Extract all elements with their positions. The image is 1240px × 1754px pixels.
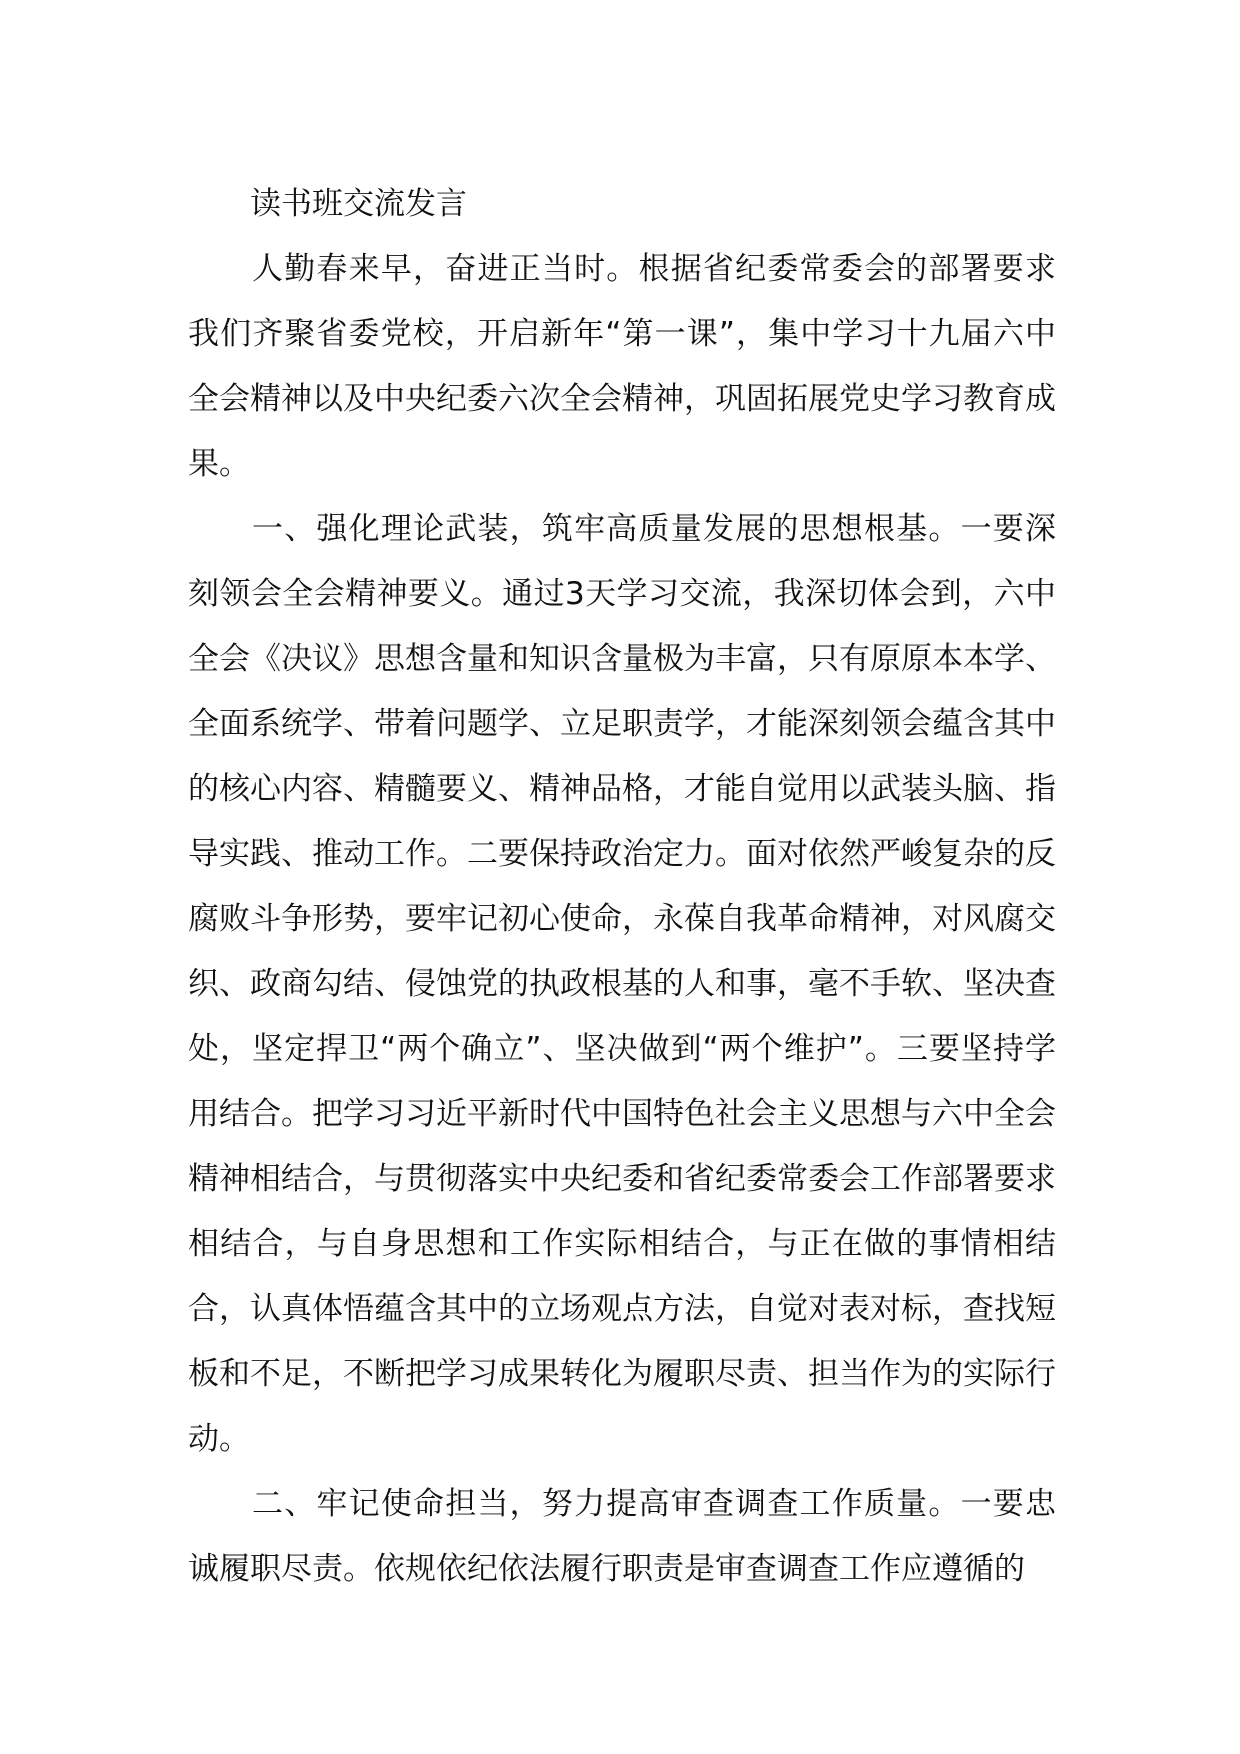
paragraph-intro: 人勤春来早，奋进正当时。根据省纪委常委会的部署要求我们齐聚省委党校，开启新年“第一课”，集中学习十九届六中全会精神以及中央纪委六次全会精神，巩固拓展党史学习教育成果。 — [188, 251, 1056, 482]
paragraph-section-one: 一、强化理论武装，筑牢高质量发展的思想根基。一要深刻领会全会精神要义。通过3天学习交流，我深切体会到，六中全会《决议》思想含量和知识含量极为丰富，只有原原本本学、全面系统学、带着问题学、立足职责学，才能深刻领会蕴含其中的核心内容、精髓要义、精神品格，才能自觉用以武装头脑、指导实践、推动工作。二要保持政治定力。面对依然严峻复杂的反腐败斗争形势，要牢记初心使命，永葆自我革命精神，对风腐交织、政商勾结、侵蚀党的执政根基的人和事，毫不手软、坚决查处，坚定捍卫“两个确立”、坚决做到“两个维护”。三要坚持学用结合。把学习习近平新时代中国特色社会主义思想与六中全会精神相结合，与贯彻落实中央纪委和省纪委常委会工作部署要求相结合，与自身思想和工作实际相结合，与正在做的事情相结合，认真体悟蕴含其中的立场观点方法，自觉对表对标，查找短板和不足，不断把学习成果转化为履职尽责、担当作为的实际行动。 — [188, 511, 1056, 1457]
document-title: 读书班交流发言 — [250, 186, 467, 222]
document-body — [188, 172, 1056, 1602]
paragraph-section-two: 二、牢记使命担当，努力提高审查调查工作质量。一要忠诚履职尽责。依规依纪依法履行职责是审查调查工作应遵循的 — [188, 1486, 1056, 1587]
